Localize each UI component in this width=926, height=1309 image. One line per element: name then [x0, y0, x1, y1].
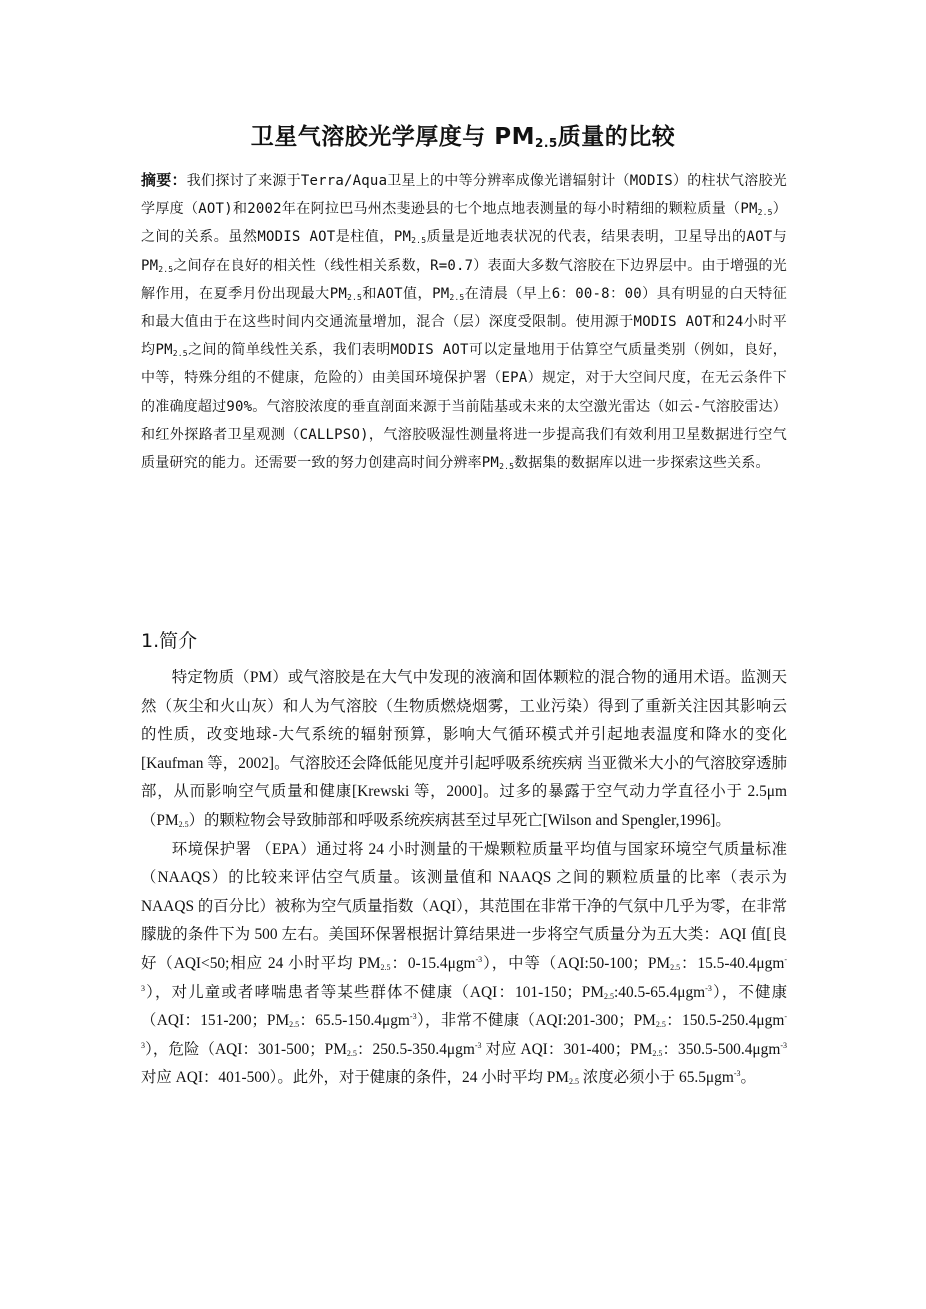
intro-paragraph-2: 环境保护署 （EPA）通过将 24 小时测量的干燥颗粒质量平均值与国家环境空气质量标准（NAAQS）的比较来评估空气质量。该测量值和 NAAQS 之间的颗粒质量的比率（表示为 NAAQS 的百分比）被称为空气质量指数（AQI），其范围在非常干净的气氛中几乎为零，在非常朦胧的条件下为 500 左右。美国环保署根据计算结果进一步将空气质量分为五大类：AQI 值[良好（AQI<50;相应 24 小时平均 $PM_{2.5}$：0-15.4μgm$^{-3}$），中等（AQI:50-100；$PM_{2.5}$：15.5-40.4μgm$^{-3}$），对儿童或者哮喘患者等某些群体不健康（AQI：101-150；$PM_{2.5}:40.5-65.4\mu gm^{-3}$），不健康（AQI：151-200；$PM_{2.5}$：65.5-150.4μgm$^{-3}$），非常不健康（AQI:201-300；$PM_{2.5}$：150.5-250.4μgm$^{-3}$），危险（AQI：301-500；$PM_{2.5}$：250.5-350.4μgm$^{-3}$ 对应 AQI：301-400；$PM_{2.5}$：350.5-500.4μgm$^{-3}$ 对应 AQI：401-500）。此外，对于健康的条件，24 小时平均 $PM_{2.5}$ 浓度必须小于 65.5μgm$^{-3}$。 [141, 840, 787, 1087]
abstract-label: 摘要： [141, 171, 187, 189]
paper-title: 卫星气溶胶光学厚度与 $PM_{2.5}$质量的比较 [250, 124, 676, 150]
introduction-body [141, 664, 787, 1093]
abstract: 摘要：我们探讨了来源于Terra/Aqua卫星上的中等分辨率成像光谱辐射计（MODIS）的柱状气溶胶光学厚度（AOT)和2002年在阿拉巴马州杰斐逊县的七个地点地表测量的每小时精细的颗粒质量$(PM_{2.5})$之间的关系。虽然MODIS AOT是柱值，$PM_{2.5}$质量是近地表状况的代表，结果表明，卫星导出的AOT与$PM_{2.5}$之间存在良好的相关性（线性相关系数，R=0.7）表面大多数气溶胶在下边界层中。由于增强的光解作用，在夏季月份出现最大$PM_{2.5}$和AOT值，$PM_{2.5}$在清晨（早上6：00-8：00）具有明显的白天特征和最大值由于在这些时间内交通流量增加，混合（层）深度受限制。使用源于MODIS AOT和24小时平均$PM_{2.5}$之间的简单线性关系，我们表明MODIS AOT可以定量地用于估算空气质量类别（例如，良好，中等，特殊分组的不健康，危险的）由美国环境保护署（EPA）规定，对于大空间尺度，在无云条件下的准确度超过90%。气溶胶浓度的垂直剖面来源于当前陆基或未来的太空激光雷达（如云-气溶胶雷达）和红外探路者卫星观测（CALLPSO)，气溶胶吸湿性测量将进一步提高我们有效利用卫星数据进行空气质量研究的能力。还需要一致的努力创建高时间分辨率$PM_{2.5}$数据集的数据库以进一步探索这些关系。 [141, 171, 788, 472]
section-heading-introduction: 1.简介 [141, 630, 198, 652]
intro-paragraph-1: 特定物质（PM）或气溶胶是在大气中发现的液滴和固体颗粒的混合物的通用术语。监测天然（灰尘和火山灰）和人为气溶胶（生物质燃烧烟雾，工业污染）得到了重新关注因其影响云的性质，改变地球-大气系统的辐射预算，影响大气循环模式并引起地表温度和降水的变化[Kaufman 等，2002]。气溶胶还会降低能见度并引起呼吸系统疾病 当亚微米大小的气溶胶穿透肺部，从而影响空气质量和健康[Krewski 等，2000]。过多的暴露于空气动力学直径小于 $2.5\mu m(PM_{2.5})$的颗粒物会导致肺部和呼吸系统疾病甚至过早死亡[Wilson and Spengler,1996]。 [141, 669, 787, 829]
